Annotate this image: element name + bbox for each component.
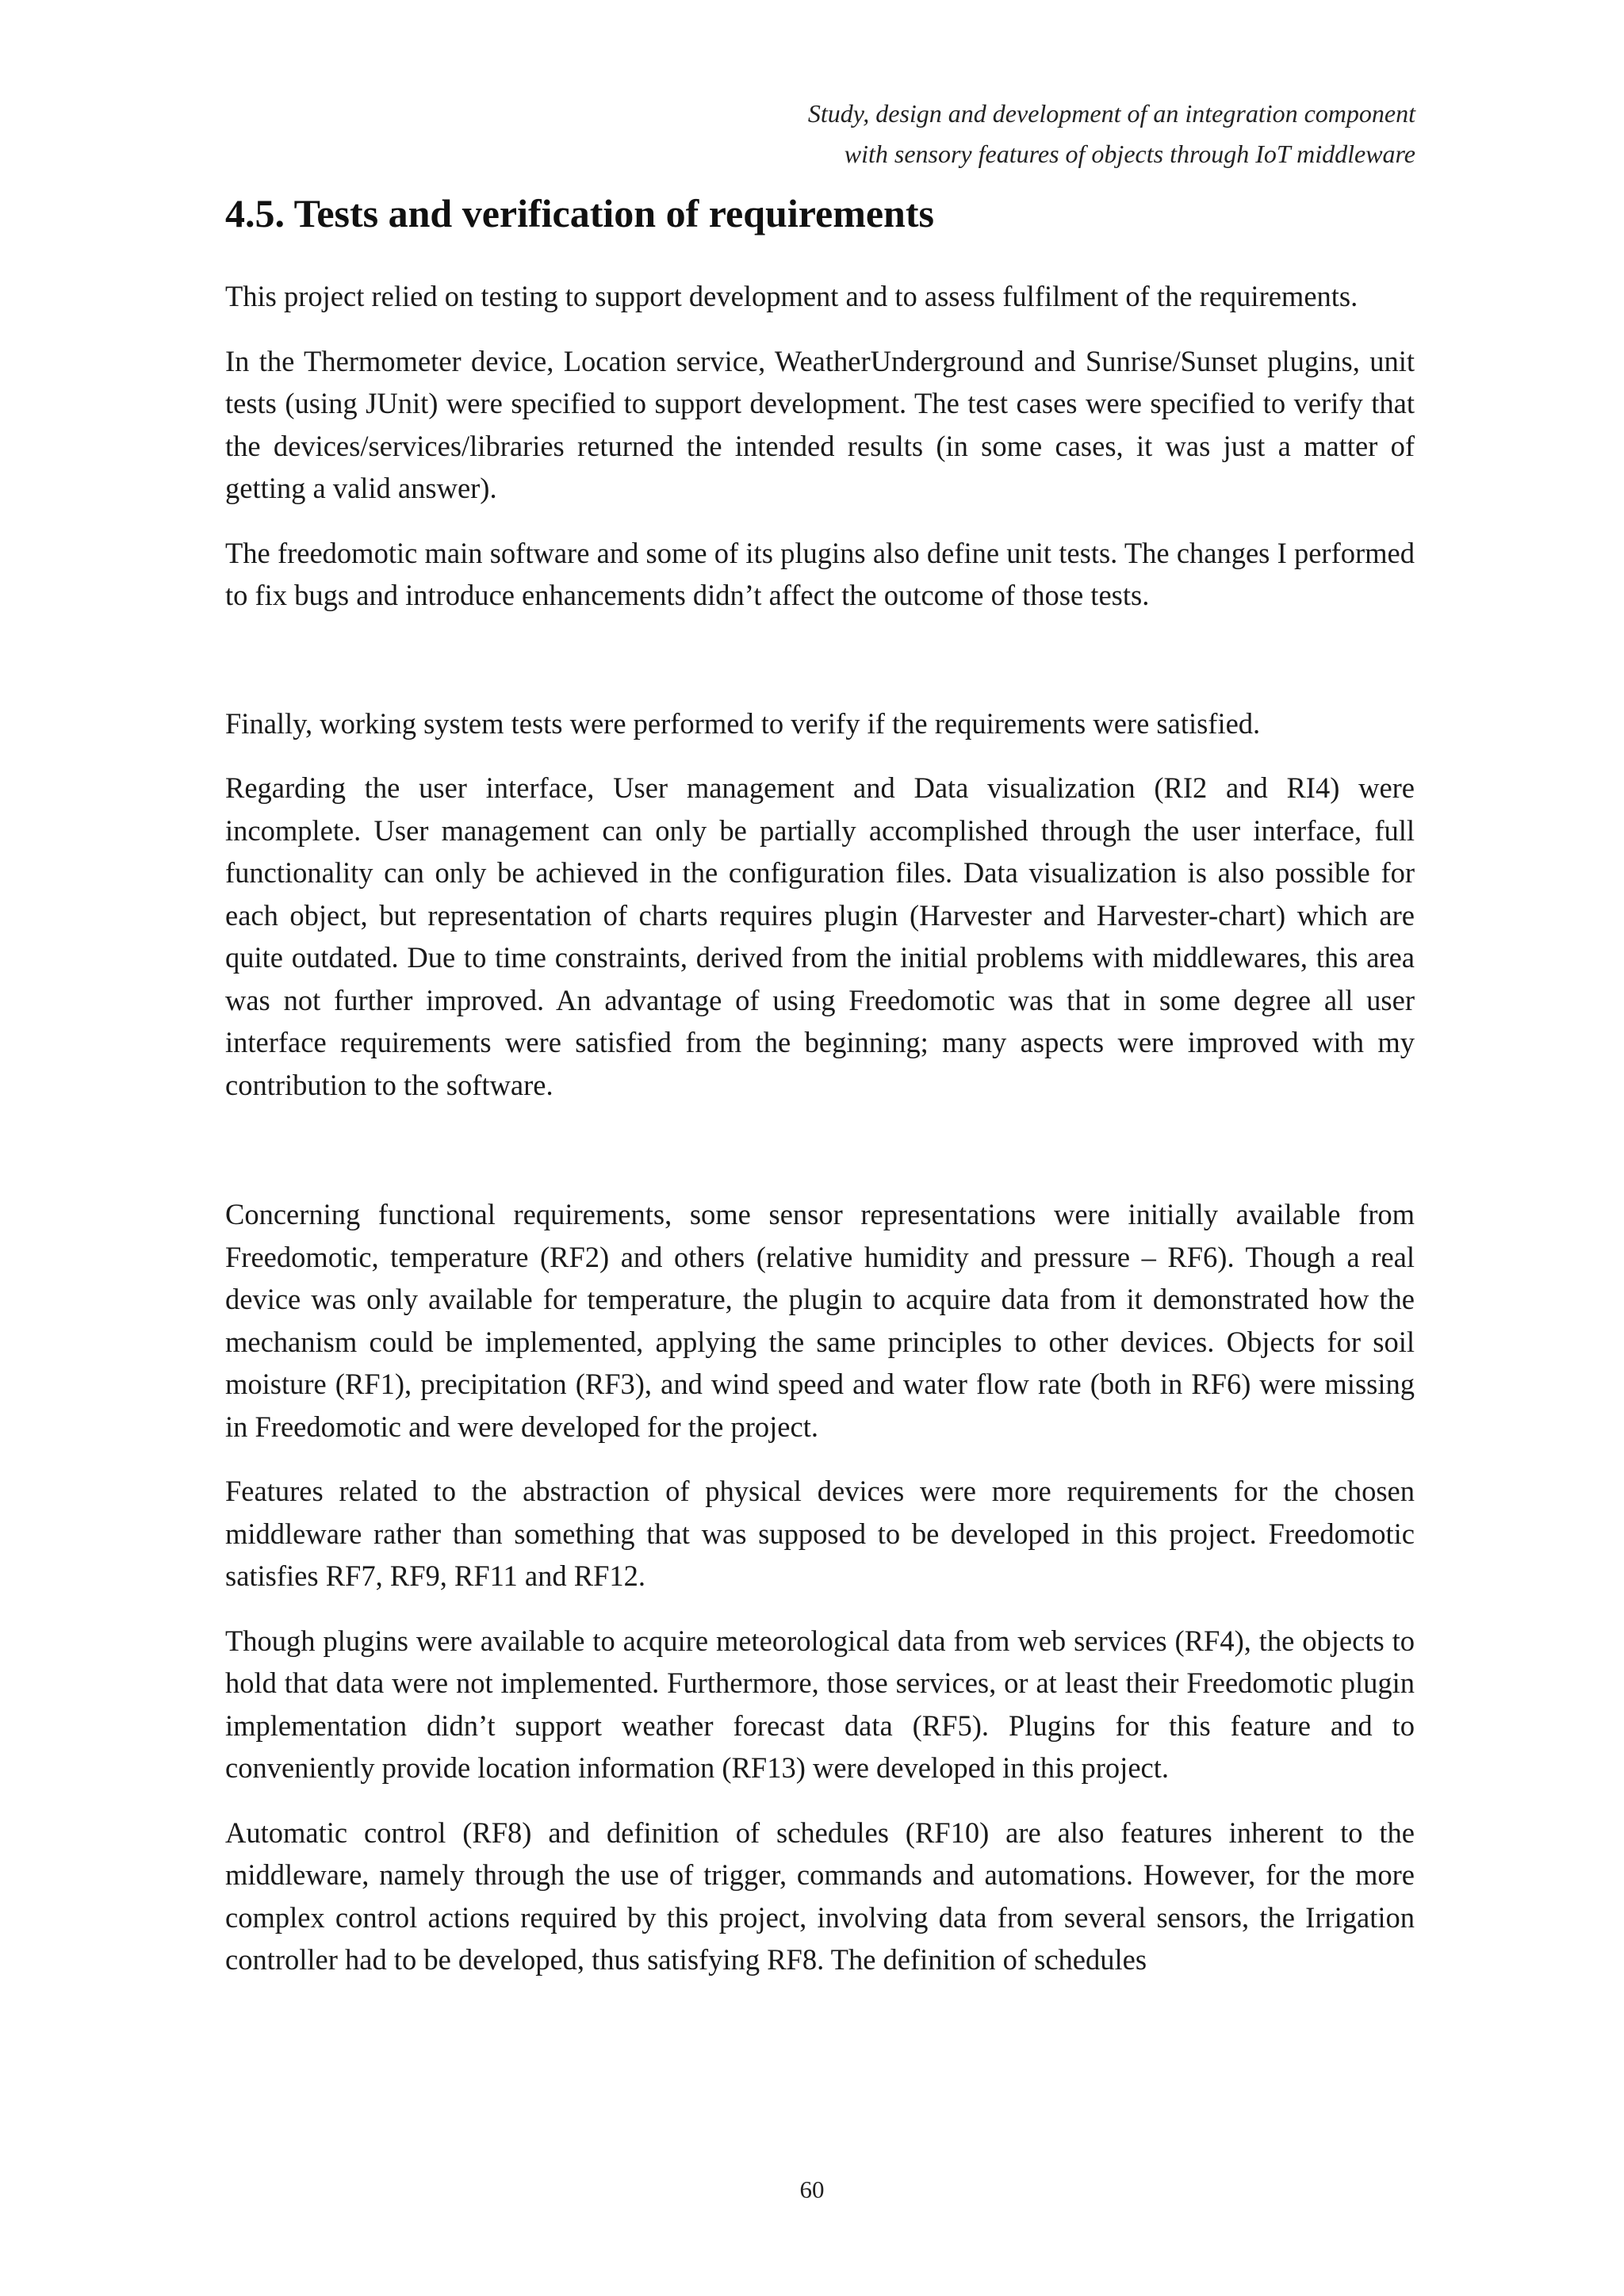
spacer [225, 639, 1415, 702]
paragraph-user-interface: Regarding the user interface, User management and Data visualization (RI2 and RI4) were incomplete. User management can only be partially accomplished through the user interface, full functionality can only be achieved in the configuration files. Data visualization is also possible for each object, but representation of charts requires plugin (Harvester and Harvester-chart) which are quite outdated. Due to time constraints, derived from the initial problems with middlewares, this area was not further improved. An advantage of using Freedomotic was that in some degree all user interface requirements were satisfied from the beginning; many aspects were improved with my contribution to the software. [225, 771, 1415, 1101]
running-header-line-2: with sensory features of objects through IoT middleware [844, 140, 1415, 168]
paragraph-unit-tests: In the Thermometer device, Location service, WeatherUnderground and Sunrise/Sunset plugins, unit tests (using JUnit) were specified to support development. The test cases were specified to verify that the devices/services/libraries returned the intended results (in some cases, it was just a matter of getting a valid answer). [225, 344, 1415, 504]
paragraph-device-abstraction: Features related to the abstraction of physical devices were more requirements for the chosen middleware rather than something that was supposed to be developed in this project. Freedomotic satisfies RF7, RF9, RF11 and RF12. [225, 1475, 1415, 1592]
running-header-line-1: Study, design and development of an integration component [807, 99, 1415, 128]
paragraph-freedomotic-tests: The freedomotic main software and some of its plugins also define unit tests. The changes I performed to fix bugs and introduce enhancements didn’t affect the outcome of those tests. [225, 536, 1415, 611]
running-header [464, 94, 1415, 174]
paragraph-system-tests: Finally, working system tests were performed to verify if the requirements were satisfied. [225, 706, 1261, 740]
spacer [225, 1128, 1415, 1193]
paragraph-weather-plugins: Though plugins were available to acquire meteorological data from web services (RF4), the objects to hold that data were not implemented. Furthermore, those services, or at least their Freedomotic plugin implementation didn’t support weather forecast data (RF5). Plugins for this feature and to conveniently provide location information (RF13) were developed in this project. [225, 1624, 1415, 1784]
paragraph-testing-intro: This project relied on testing to support development and to assess fulfilment of the requirements. [225, 280, 1358, 312]
page-number: 60 [799, 2175, 825, 2203]
section-title: 4.5. Tests and verification of requirements [225, 191, 934, 235]
paragraph-automatic-control: Automatic control (RF8) and definition of schedules (RF10) are also features inherent to the middleware, namely through the use of trigger, commands and automations. However, for the more complex control actions required by this project, involving data from several sensors, the Irrigation controller had to be developed, thus satisfying RF8. The definition of schedules [225, 1816, 1415, 1976]
paragraph-functional-requirements: Concerning functional requirements, some sensor representations were initially available from Freedomotic, temperature (RF2) and others (relative humidity and pressure – RF6). Though a real device was only available for temperature, the plugin to acquire data from it demonstrated how the mechanism could be implemented, applying the same principles to other devices. Objects for soil moisture (RF1), precipitation (RF3), and wind speed and water flow rate (both in RF6) were missing in Freedomotic and were developed for the project. [225, 1198, 1415, 1443]
page-body [225, 186, 1415, 2003]
